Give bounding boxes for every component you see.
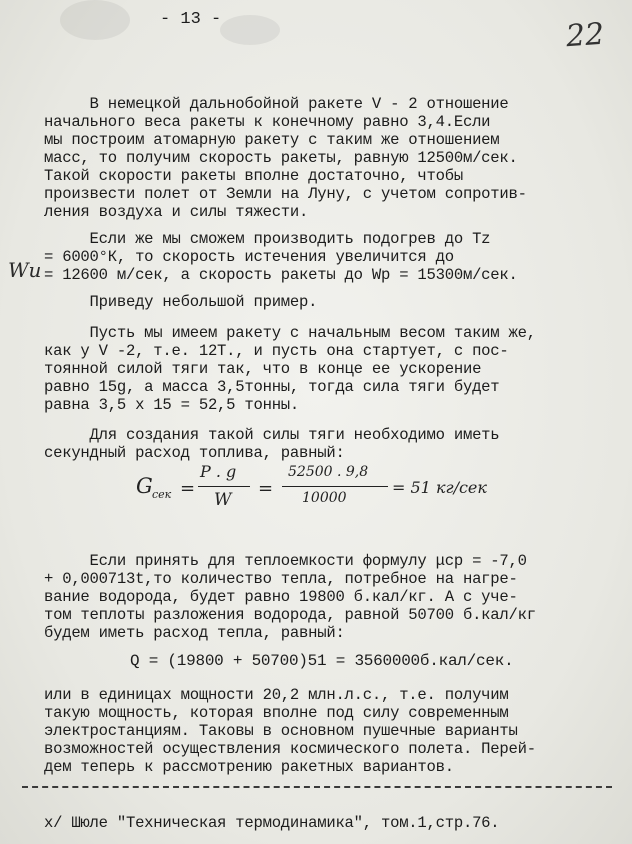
text-line: Если же мы сможем производить подогрев до Tz bbox=[44, 230, 491, 248]
formula-result: = 51 кг/сек bbox=[392, 478, 487, 497]
text-line: ления воздуха и силы тяжести. bbox=[44, 203, 309, 221]
text-line: мы построим атомарную ракету с таким же отношением bbox=[44, 131, 500, 149]
text-line: Приведу небольшой пример. bbox=[44, 293, 318, 311]
formula-lhs: G bbox=[136, 474, 153, 498]
text-line: такую мощность, которая вполне под силу современным bbox=[44, 704, 509, 722]
text-line: или в единицах мощности 20,2 млн.л.с., т.е. получим bbox=[44, 686, 509, 704]
fraction2-numerator: 52500 . 9,8 bbox=[288, 464, 369, 480]
formula-heat-rate: Q = (19800 + 50700)51 = 3560000б.кал/сек. bbox=[130, 652, 514, 670]
fraction2-denominator: 10000 bbox=[302, 490, 347, 506]
text-line: как у V -2, т.е. 12Т., и пусть она стартует, с пос- bbox=[44, 342, 509, 360]
footnote-separator bbox=[22, 786, 612, 788]
text-line: = 12600 м/сек, а скорость ракеты до Wp = 15300м/сек. bbox=[44, 266, 518, 284]
text-line: = 6000°К, то скорость истечения увеличится до bbox=[44, 248, 454, 266]
text-line: равно 15g, а масса 3,5тонны, тогда сила тяги будет bbox=[44, 378, 500, 396]
text-line: секундный расход топлива, равный: bbox=[44, 444, 345, 462]
text-line: будем иметь расход тепла, равный: bbox=[44, 624, 345, 642]
text-line: дем теперь к рассмотрению ракетных вариантов. bbox=[44, 758, 454, 776]
margin-note: Wи bbox=[8, 258, 42, 282]
formula-lhs-subscript: сек bbox=[152, 488, 172, 501]
footnote: x/ Шюле "Техническая термодинамика", том.1,стр.76. bbox=[44, 814, 500, 832]
archive-number: 22 bbox=[564, 16, 606, 55]
text-line: Для создания такой силы тяги необходимо иметь bbox=[44, 426, 500, 444]
page-number: - 13 - bbox=[160, 10, 222, 29]
text-line: электростанциям. Таковы в основном пушечные варианты bbox=[44, 722, 518, 740]
text-line: равна 3,5 x 15 = 52,5 тонны. bbox=[44, 396, 300, 414]
fraction1-bar bbox=[198, 486, 250, 487]
text-line: тоянной силой тяги так, что в конце ее ускорение bbox=[44, 360, 482, 378]
text-line: Такой скорости ракеты вполне достаточно, чтобы bbox=[44, 167, 463, 185]
text-line: + 0,000713t,то количество тепла, потребное на нагре- bbox=[44, 570, 518, 588]
scan-smudge bbox=[60, 0, 130, 40]
text-line: Если принять для теплоемкости формулу μcp = -7,0 bbox=[44, 552, 527, 570]
equals-sign: = bbox=[258, 478, 274, 499]
text-line: В немецкой дальнобойной ракете V - 2 отношение bbox=[44, 95, 509, 113]
fraction1-denominator: W bbox=[214, 490, 232, 510]
text-line: возможностей осуществления космического полета. Перей- bbox=[44, 740, 536, 758]
scan-smudge bbox=[220, 15, 280, 45]
equals-sign: = bbox=[180, 478, 196, 499]
text-line: произвести полет от Земли на Луну, с учетом сопротив- bbox=[44, 185, 527, 203]
text-line: том теплоты разложения водорода, равной 50700 б.кал/кг bbox=[44, 606, 536, 624]
fraction2-bar bbox=[282, 486, 388, 487]
text-line: масс, то получим скорость ракеты, равную 12500м/сек. bbox=[44, 149, 518, 167]
text-line: вание водорода, будет равно 19800 б.кал/кг. А с уче- bbox=[44, 588, 518, 606]
text-line: начального веса ракеты к конечному равно 3,4.Если bbox=[44, 113, 491, 131]
text-line: Пусть мы имеем ракету с начальным весом таким же, bbox=[44, 324, 536, 342]
fraction1-numerator: P . g bbox=[200, 462, 237, 481]
